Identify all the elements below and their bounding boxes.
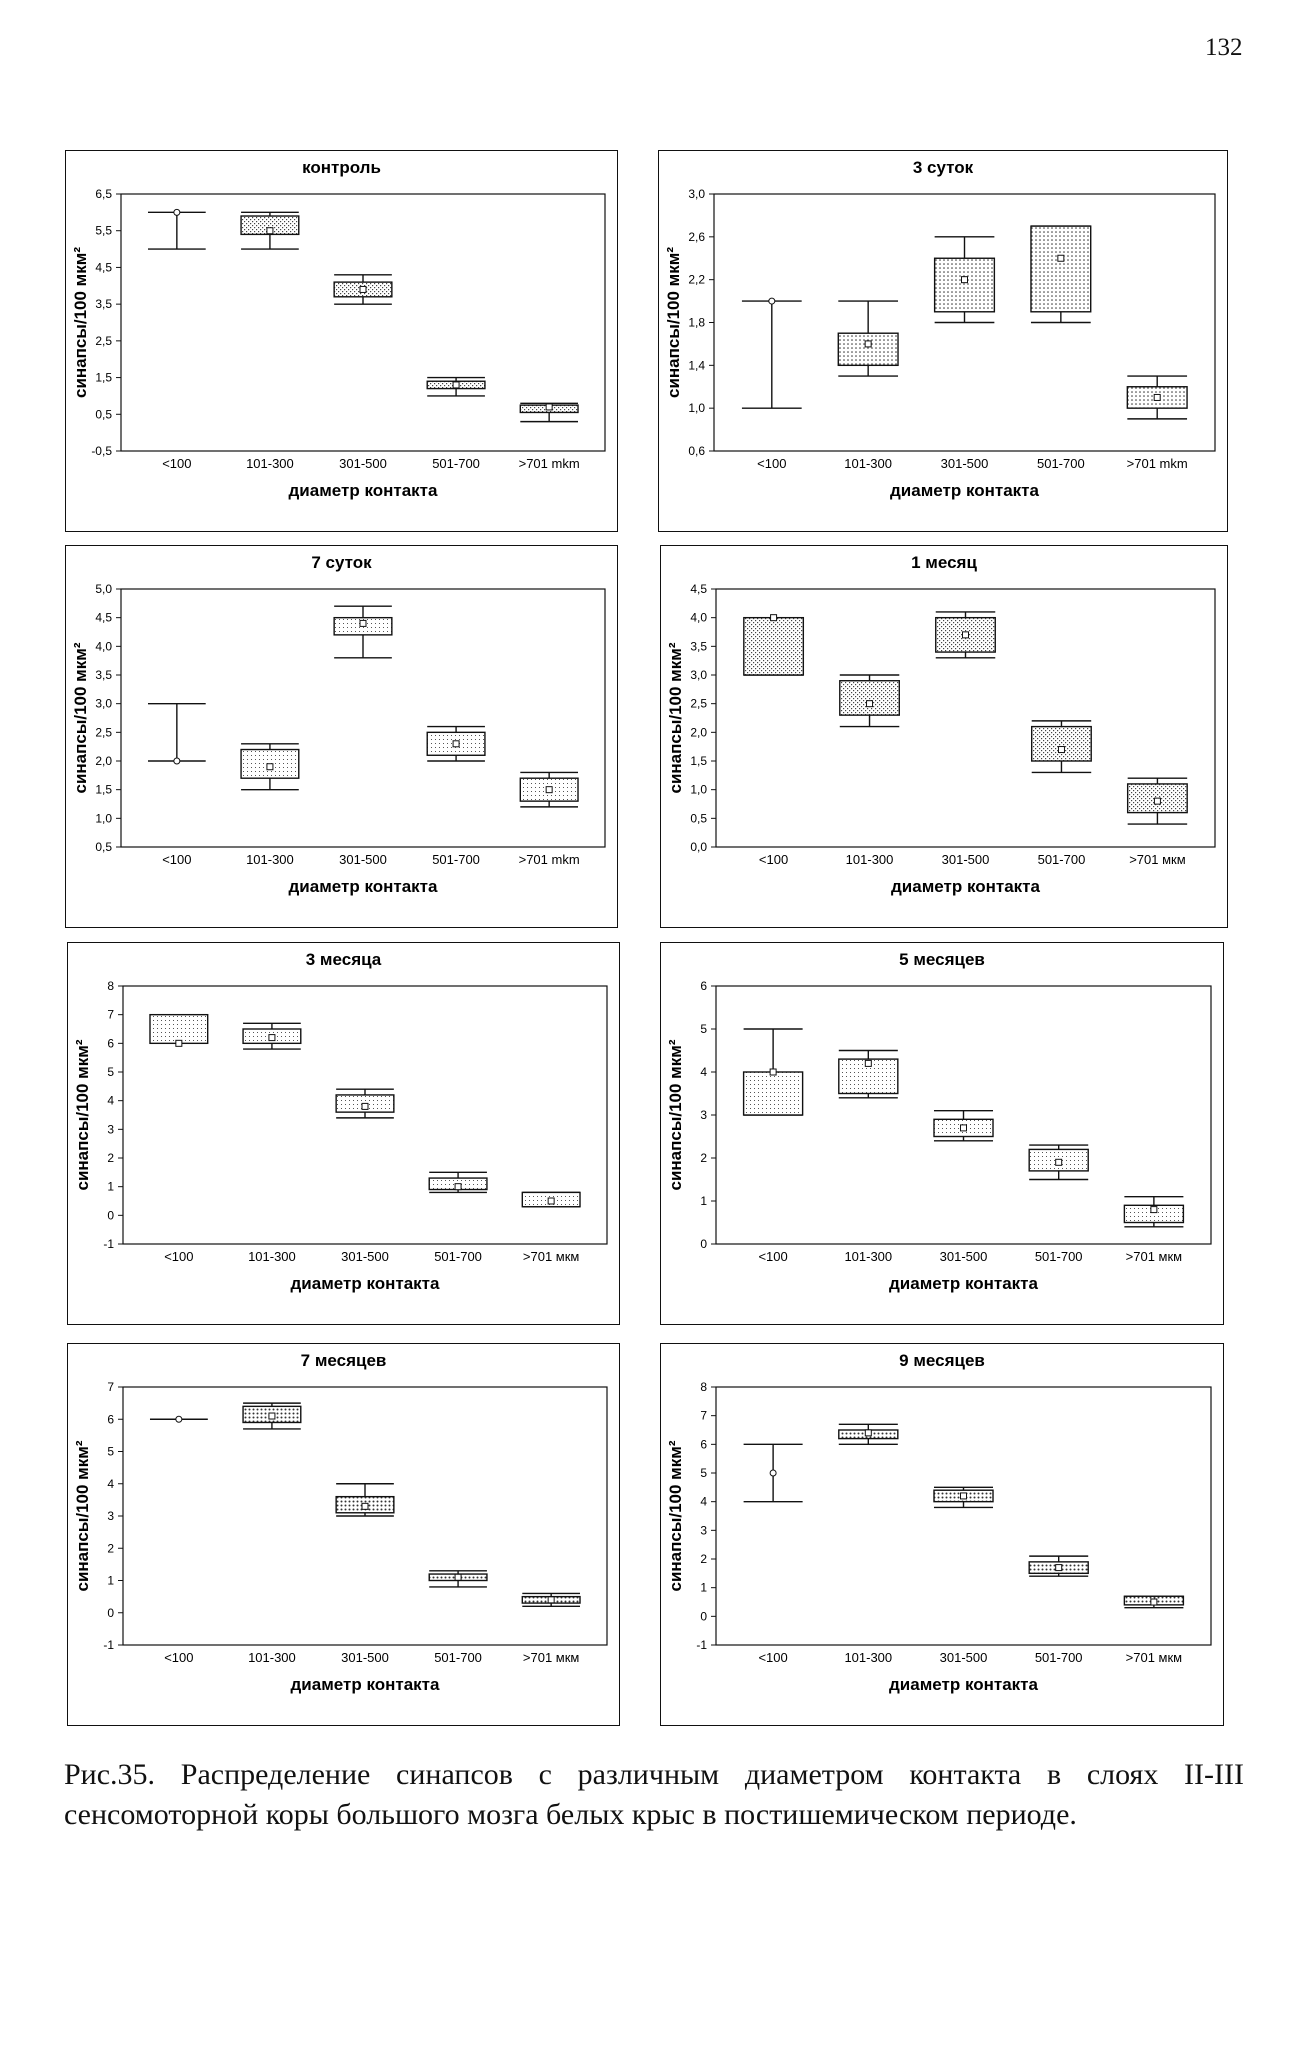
y-tick-label: -1: [696, 1638, 707, 1652]
chart-svg: [661, 546, 1227, 927]
chart-title: контроль: [302, 158, 381, 177]
x-axis-label: диаметр контакта: [889, 1274, 1038, 1293]
x-tick-label: <100: [758, 852, 789, 867]
chart-panel-5-mesyacev: [660, 942, 1224, 1325]
y-tick-label: 5: [700, 1022, 707, 1036]
median-marker: [963, 632, 969, 638]
y-tick-label: -1: [103, 1638, 114, 1652]
x-tick-label: <100: [162, 456, 192, 471]
y-tick-label: 1,8: [688, 315, 705, 330]
y-tick-label: 1: [107, 1573, 114, 1588]
y-tick-label: 3,5: [95, 668, 112, 682]
median-marker: [269, 1035, 275, 1041]
x-tick-label: <100: [164, 1650, 194, 1665]
chart-title: 7 суток: [311, 553, 372, 572]
box-rect: [150, 1015, 208, 1044]
median-marker: [267, 228, 273, 234]
y-tick-label: 1: [700, 1194, 707, 1208]
median-marker: [176, 1416, 182, 1422]
x-tick-label: 301-500: [339, 456, 387, 471]
y-axis-label: синапсы/100 мкм²: [666, 642, 685, 794]
y-tick-label: 1,5: [95, 782, 112, 797]
x-axis-label: диаметр контакта: [290, 1675, 440, 1694]
median-marker: [1154, 394, 1160, 400]
y-tick-label: 4,0: [690, 610, 707, 625]
x-tick-label: 101-300: [246, 852, 294, 867]
x-tick-label: 301-500: [939, 1650, 988, 1665]
x-tick-label: 101-300: [844, 1650, 893, 1665]
x-tick-label: 501-700: [1034, 1249, 1083, 1264]
x-tick-label: 101-300: [248, 1249, 296, 1264]
y-tick-label: 8: [107, 979, 114, 993]
x-tick-label: 501-700: [1036, 456, 1085, 471]
chart-svg: [659, 151, 1227, 531]
y-tick-label: 4: [700, 1494, 707, 1509]
median-marker: [1058, 747, 1064, 753]
y-tick-label: 0,5: [690, 811, 707, 826]
median-marker: [961, 1493, 967, 1499]
chart-title: 3 суток: [912, 158, 974, 177]
box-rect: [840, 681, 899, 715]
y-tick-label: 1,0: [690, 782, 707, 797]
chart-svg: [68, 1344, 619, 1725]
chart-title: 7 месяцев: [300, 1351, 387, 1370]
x-tick-label: <100: [758, 1650, 788, 1665]
x-tick-label: >701 мкм: [1129, 852, 1186, 867]
y-tick-label: 3,0: [690, 668, 707, 682]
x-tick-label: >701 мкм: [522, 1650, 580, 1665]
y-tick-label: 1,4: [688, 358, 705, 373]
median-marker: [453, 741, 459, 747]
y-tick-label: 0,0: [690, 840, 707, 854]
median-marker: [865, 341, 871, 347]
y-axis-label: синапсы/100 мкм²: [73, 1440, 92, 1592]
y-tick-label: 2,5: [95, 725, 112, 740]
x-tick-label: >701 mkm: [518, 456, 580, 471]
median-marker: [962, 277, 968, 283]
x-tick-label: 301-500: [339, 852, 387, 867]
chart-svg: [661, 943, 1223, 1324]
y-tick-label: 5,0: [95, 582, 112, 596]
box-rect: [744, 618, 803, 675]
median-marker: [455, 1184, 461, 1190]
median-marker: [548, 1597, 554, 1603]
chart-title: 5 месяцев: [899, 950, 985, 969]
x-tick-label: >701 мкм: [1125, 1650, 1183, 1665]
x-tick-label: 301-500: [341, 1650, 389, 1665]
chart-title: 1 месяц: [911, 553, 977, 572]
y-axis-label: синапсы/100 мкм²: [666, 1440, 685, 1592]
y-tick-label: 7: [107, 1007, 114, 1022]
median-marker: [269, 1413, 275, 1419]
y-tick-label: 5: [700, 1466, 707, 1480]
y-tick-label: 3,5: [690, 639, 707, 654]
x-axis-label: диаметр контакта: [288, 481, 438, 500]
x-tick-label: >701 mkm: [1126, 456, 1188, 471]
x-tick-label: >701 mkm: [518, 852, 580, 867]
median-marker: [867, 701, 873, 707]
y-tick-label: 1,0: [688, 401, 705, 416]
x-tick-label: 501-700: [432, 852, 480, 867]
y-tick-label: 0: [700, 1237, 707, 1251]
chart-svg: [66, 151, 617, 531]
y-tick-label: 4,5: [95, 260, 112, 275]
median-marker: [455, 1574, 461, 1580]
median-marker: [770, 1069, 776, 1075]
y-tick-label: 6: [700, 1437, 707, 1452]
y-tick-label: 8: [700, 1380, 707, 1394]
y-tick-label: 1: [107, 1179, 114, 1194]
y-tick-label: 1,5: [95, 370, 112, 385]
y-tick-label: 2: [107, 1151, 114, 1165]
y-tick-label: 6: [107, 1036, 114, 1051]
x-tick-label: <100: [164, 1249, 194, 1264]
x-tick-label: >701 мкм: [522, 1249, 580, 1264]
y-tick-label: -1: [103, 1237, 114, 1251]
y-tick-label: 7: [700, 1408, 707, 1423]
x-tick-label: 501-700: [1037, 852, 1086, 867]
median-marker: [176, 1040, 182, 1046]
median-marker: [770, 1470, 776, 1476]
median-marker: [769, 298, 775, 304]
chart-panel-kontrol: [65, 150, 618, 532]
y-tick-label: 2,6: [688, 229, 705, 244]
y-tick-label: -0,5: [91, 444, 112, 458]
chart-title: 9 месяцев: [899, 1351, 985, 1370]
median-marker: [771, 615, 777, 621]
median-marker: [360, 620, 366, 626]
y-tick-label: 6,5: [95, 187, 112, 201]
chart-title: 3 месяца: [305, 950, 382, 969]
y-tick-label: 1,5: [690, 754, 707, 768]
y-tick-label: 3: [700, 1108, 707, 1122]
y-tick-label: 3,5: [95, 297, 112, 312]
y-axis-label: синапсы/100 мкм²: [71, 247, 90, 398]
chart-svg: [661, 1344, 1223, 1725]
y-tick-label: 3,0: [688, 187, 705, 201]
median-marker: [267, 764, 273, 770]
median-marker: [865, 1060, 871, 1066]
median-marker: [360, 286, 366, 292]
y-axis-label: синапсы/100 мкм²: [71, 642, 90, 794]
y-tick-label: 4,5: [690, 582, 707, 596]
y-tick-label: 2,2: [688, 272, 705, 287]
y-tick-label: 2: [700, 1151, 707, 1165]
x-axis-label: диаметр контакта: [288, 877, 438, 896]
y-tick-label: 3: [107, 1122, 114, 1137]
y-axis-label: синапсы/100 мкм²: [664, 247, 683, 398]
x-tick-label: 501-700: [434, 1249, 482, 1264]
y-axis-label: синапсы/100 мкм²: [73, 1039, 92, 1191]
box-rect: [744, 1072, 803, 1115]
x-tick-label: 501-700: [434, 1650, 482, 1665]
y-tick-label: 2: [107, 1541, 114, 1556]
y-tick-label: 4: [107, 1476, 114, 1491]
y-tick-label: 2: [700, 1552, 707, 1566]
y-tick-label: 5,5: [95, 223, 112, 238]
y-tick-label: 1: [700, 1580, 707, 1595]
median-marker: [1056, 1565, 1062, 1571]
y-tick-label: 5: [107, 1065, 114, 1079]
x-tick-label: 501-700: [432, 456, 480, 471]
box-rect: [935, 258, 995, 312]
x-tick-label: <100: [162, 852, 192, 867]
y-tick-label: 0,6: [688, 444, 705, 458]
median-marker: [1056, 1159, 1062, 1165]
median-marker: [362, 1503, 368, 1509]
median-marker: [453, 382, 459, 388]
x-axis-label: диаметр контакта: [889, 1675, 1038, 1694]
y-axis-label: синапсы/100 мкм²: [666, 1039, 685, 1191]
x-axis-label: диаметр контакта: [890, 481, 1039, 500]
x-tick-label: >701 мкм: [1125, 1249, 1183, 1264]
y-tick-label: 6: [700, 979, 707, 993]
y-tick-label: 0: [700, 1609, 707, 1624]
median-marker: [1151, 1207, 1157, 1213]
chart-svg: [66, 546, 617, 927]
box-rect: [1032, 727, 1091, 761]
chart-panel-3-sutok: [658, 150, 1228, 532]
x-tick-label: 101-300: [248, 1650, 296, 1665]
median-marker: [1058, 255, 1064, 261]
x-tick-label: 101-300: [246, 456, 294, 471]
x-tick-label: <100: [757, 456, 787, 471]
x-tick-label: <100: [758, 1249, 788, 1264]
y-tick-label: 3,0: [95, 696, 112, 711]
x-tick-label: 501-700: [1034, 1650, 1083, 1665]
y-tick-label: 0,5: [95, 840, 112, 854]
x-tick-label: 101-300: [844, 1249, 893, 1264]
y-tick-label: 4,5: [95, 610, 112, 625]
median-marker: [174, 758, 180, 764]
y-tick-label: 3: [107, 1509, 114, 1523]
page-number: 132: [1205, 34, 1243, 61]
chart-panel-7-mesyacev: [67, 1343, 620, 1726]
median-marker: [1154, 798, 1160, 804]
chart-panel-9-mesyacev: [660, 1343, 1224, 1726]
box-rect: [1031, 226, 1091, 312]
x-tick-label: 301-500: [940, 456, 989, 471]
median-marker: [174, 209, 180, 215]
box-rect: [838, 333, 898, 365]
y-tick-label: 4,0: [95, 639, 112, 654]
median-marker: [548, 1198, 554, 1204]
median-marker: [865, 1430, 871, 1436]
y-tick-label: 3: [700, 1523, 707, 1538]
y-tick-label: 1,0: [95, 811, 112, 826]
x-tick-label: 301-500: [939, 1249, 988, 1264]
chart-svg: [68, 943, 619, 1324]
median-marker: [546, 787, 552, 793]
y-tick-label: 4: [107, 1093, 114, 1108]
y-tick-label: 0: [107, 1605, 114, 1620]
y-tick-label: 2,0: [690, 725, 707, 740]
x-tick-label: 301-500: [341, 1249, 389, 1264]
plot-frame: [716, 1387, 1211, 1645]
y-tick-label: 6: [107, 1412, 114, 1427]
median-marker: [1151, 1599, 1157, 1605]
x-tick-label: 301-500: [941, 852, 990, 867]
x-axis-label: диаметр контакта: [290, 1274, 440, 1293]
median-marker: [546, 404, 552, 410]
y-tick-label: 4: [700, 1065, 707, 1079]
y-tick-label: 0: [107, 1208, 114, 1223]
median-marker: [362, 1103, 368, 1109]
x-tick-label: 101-300: [844, 456, 893, 471]
chart-panel-7-sutok: [65, 545, 618, 928]
y-tick-label: 2,0: [95, 754, 112, 768]
y-tick-label: 2,5: [95, 333, 112, 348]
x-axis-label: диаметр контакта: [891, 877, 1040, 896]
y-tick-label: 2,5: [690, 696, 707, 711]
median-marker: [961, 1125, 967, 1131]
y-tick-label: 7: [107, 1380, 114, 1394]
figure-caption: Рис.35. Распределение синапсов с различным диаметром контакта в слоях II-III сенсомоторной коры большого мозга белых крыс в постишемическом периоде.: [64, 1758, 1244, 1831]
chart-panel-1-mesyac: [660, 545, 1228, 928]
x-tick-label: 101-300: [845, 852, 894, 867]
y-tick-label: 5: [107, 1444, 114, 1459]
y-tick-label: 0,5: [95, 407, 112, 422]
chart-panel-3-mesyaca: [67, 942, 620, 1325]
